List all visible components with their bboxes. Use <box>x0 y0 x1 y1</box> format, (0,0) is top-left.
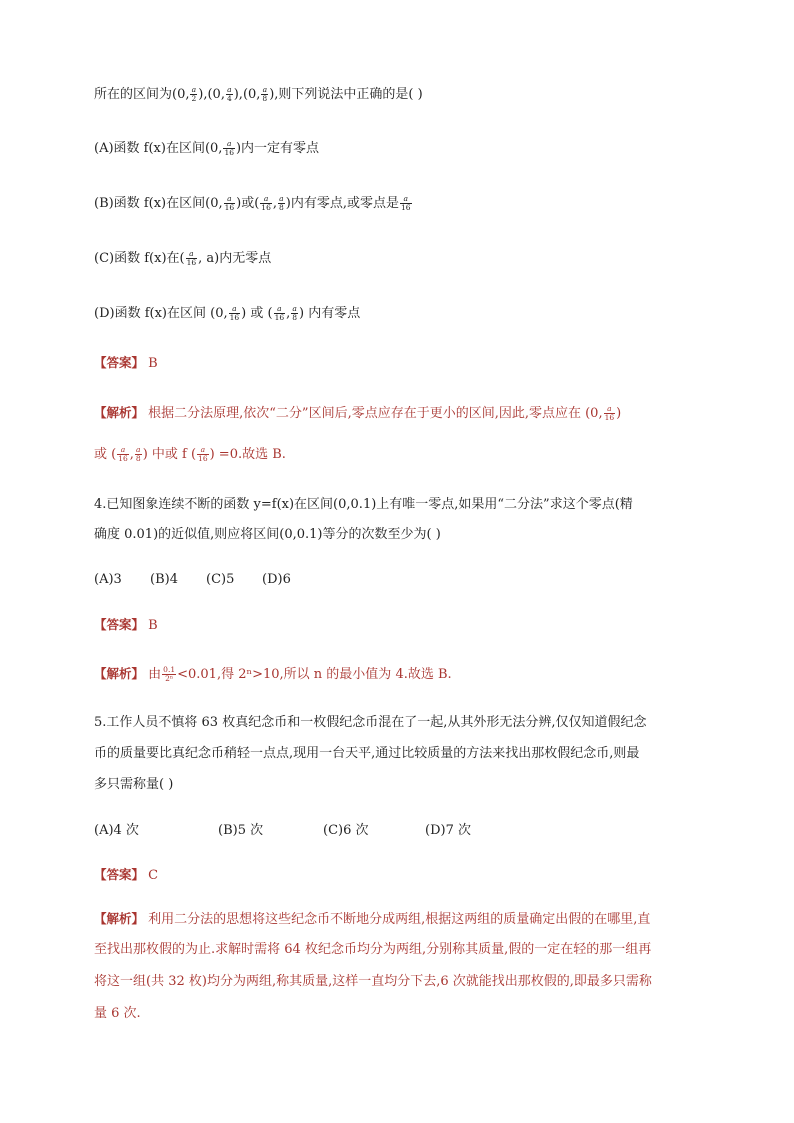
fraction: $\frac{a}{2}$ <box>191 85 197 103</box>
fraction: $\frac{a}{16}$ <box>224 139 234 157</box>
q3-option-a <box>94 140 319 158</box>
option-text: (B)函数 f(x)在区间(0, <box>94 196 223 211</box>
option-a: (A)3 <box>94 572 122 587</box>
fraction: $\frac{a}{16}$ <box>229 304 240 322</box>
option-text: (A)函数 f(x)在区间(0, <box>94 141 223 156</box>
q3-option-d <box>94 305 360 323</box>
fraction: $\frac{a}{16}$ <box>604 404 615 422</box>
option-c: (C)5 <box>206 572 235 587</box>
option-text: )内一定有零点 <box>235 141 320 156</box>
q3-analysis-line-2 <box>94 446 286 464</box>
answer-tag: 【答案】 <box>94 867 145 882</box>
q4-stem-line-2: 确度 0.01)的近似值,则应将区间(0,0.1)等分的次数至少为( ) <box>94 527 441 542</box>
q5-analysis-line-1 <box>94 910 650 929</box>
option-text: ) 或 ( <box>241 306 273 321</box>
analysis-tag: 【解析】 <box>94 666 145 681</box>
stem-text: 所在的区间为(0, <box>94 87 190 102</box>
analysis-text: 根据二分法原理,依次“二分”区间后,零点应存在于更小的区间,因此,零点应在 (0, <box>148 406 603 421</box>
fraction: $\frac{a}{16}$ <box>400 194 411 212</box>
fraction: $\frac{a}{16}$ <box>198 445 208 463</box>
analysis-text: <0.01,得 2ⁿ>10,所以 n 的最小值为 4.故选 B. <box>177 667 452 682</box>
option-b: (B)4 <box>150 572 178 587</box>
q3-option-b <box>94 195 413 213</box>
answer-tag: 【答案】 <box>94 355 145 370</box>
option-d: (D)7 次 <box>425 823 471 838</box>
fraction: $\frac{a}{8}$ <box>292 304 298 322</box>
option-text: )内有零点,或零点是 <box>285 196 399 211</box>
fraction: $\frac{a}{16}$ <box>118 445 128 463</box>
analysis-text: ) 中或 f ( <box>142 447 197 462</box>
fraction: $\frac{0.1}{\text{2ⁿ}}$ <box>163 665 176 683</box>
fraction: $\frac{a}{16}$ <box>224 194 235 212</box>
q4-options <box>94 571 291 589</box>
q5-stem-line-1: 5.工作人员不慎将 63 枚真纪念币和一枚假纪念币混在了一起,从其外形无法分辨,仅仅知道假纪念 <box>94 715 647 730</box>
q5-answer <box>94 866 158 885</box>
analysis-text: 利用二分法的思想将这些纪念币不断地分成两组,根据这两组的质量确定出假的在哪里,直 <box>148 912 651 927</box>
fraction: $\frac{a}{16}$ <box>186 249 197 267</box>
analysis-text: , <box>129 447 134 462</box>
fraction: $\frac{a}{16}$ <box>261 194 271 212</box>
q3-option-c <box>94 250 271 268</box>
q4-analysis <box>94 665 452 684</box>
q3-analysis-line-1 <box>94 404 621 423</box>
option-text: , <box>286 306 291 321</box>
option-text: , <box>272 196 277 211</box>
fraction: $\frac{a}{8}$ <box>262 85 268 103</box>
option-b: (B)5 次 <box>218 823 264 838</box>
fraction: $\frac{a}{4}$ <box>226 85 232 103</box>
analysis-text: ) =0.故选 B. <box>209 447 286 462</box>
option-c: (C)6 次 <box>323 823 369 838</box>
q5-analysis-line-3: 将这一组(共 32 枚)均分为两组,称其质量,这样一直均分下去,6 次就能找出那枚假的,即最多只需称 <box>94 974 652 989</box>
analysis-text: ) <box>616 406 622 421</box>
q5-options <box>94 822 471 840</box>
fraction: $\frac{a}{8}$ <box>278 194 284 212</box>
q4-stem-line-1: 4.已知图象连续不断的函数 y=f(x)在区间(0,0.1)上有唯一零点,如果用“二分法”求这个零点(精 <box>94 497 633 512</box>
q5-stem-line-2: 币的质量要比真纪念币稍轻一点点,现用一台天平,通过比较质量的方法来找出那枚假纪念币,则最 <box>94 746 640 761</box>
q5-analysis-line-4: 量 6 次. <box>94 1006 141 1021</box>
option-text: (D)函数 f(x)在区间 (0, <box>94 306 228 321</box>
q5-analysis-line-2: 至找出那枚假的为止.求解时需将 64 枚纪念币均分为两组,分别称其质量,假的一定在轻的那一组再 <box>94 942 652 957</box>
analysis-tag: 【解析】 <box>94 911 145 926</box>
fraction: $\frac{a}{8}$ <box>135 445 141 463</box>
fraction: $\frac{a}{16}$ <box>274 304 285 322</box>
option-text: )或( <box>236 196 260 211</box>
answer-value: C <box>148 868 159 883</box>
q3-answer <box>94 354 158 373</box>
answer-value: B <box>148 618 158 633</box>
option-a: (A)4 次 <box>94 823 139 838</box>
option-text: (C)函数 f(x)在( <box>94 251 185 266</box>
analysis-text: 或 ( <box>94 447 117 462</box>
analysis-text: 由 <box>148 667 162 682</box>
stem-text: ),(0, <box>233 87 261 102</box>
stem-text: ),则下列说法中正确的是( ) <box>269 87 423 102</box>
analysis-tag: 【解析】 <box>94 405 145 420</box>
answer-tag: 【答案】 <box>94 617 145 632</box>
q3-stem <box>94 86 423 104</box>
stem-text: ),(0, <box>198 87 225 102</box>
q5-stem-line-3: 多只需称量( ) <box>94 777 174 792</box>
answer-value: B <box>148 356 158 371</box>
q4-answer <box>94 616 158 635</box>
option-text: ) 内有零点 <box>299 306 361 321</box>
option-d: (D)6 <box>262 572 291 587</box>
option-text: , a)内无零点 <box>198 251 272 266</box>
